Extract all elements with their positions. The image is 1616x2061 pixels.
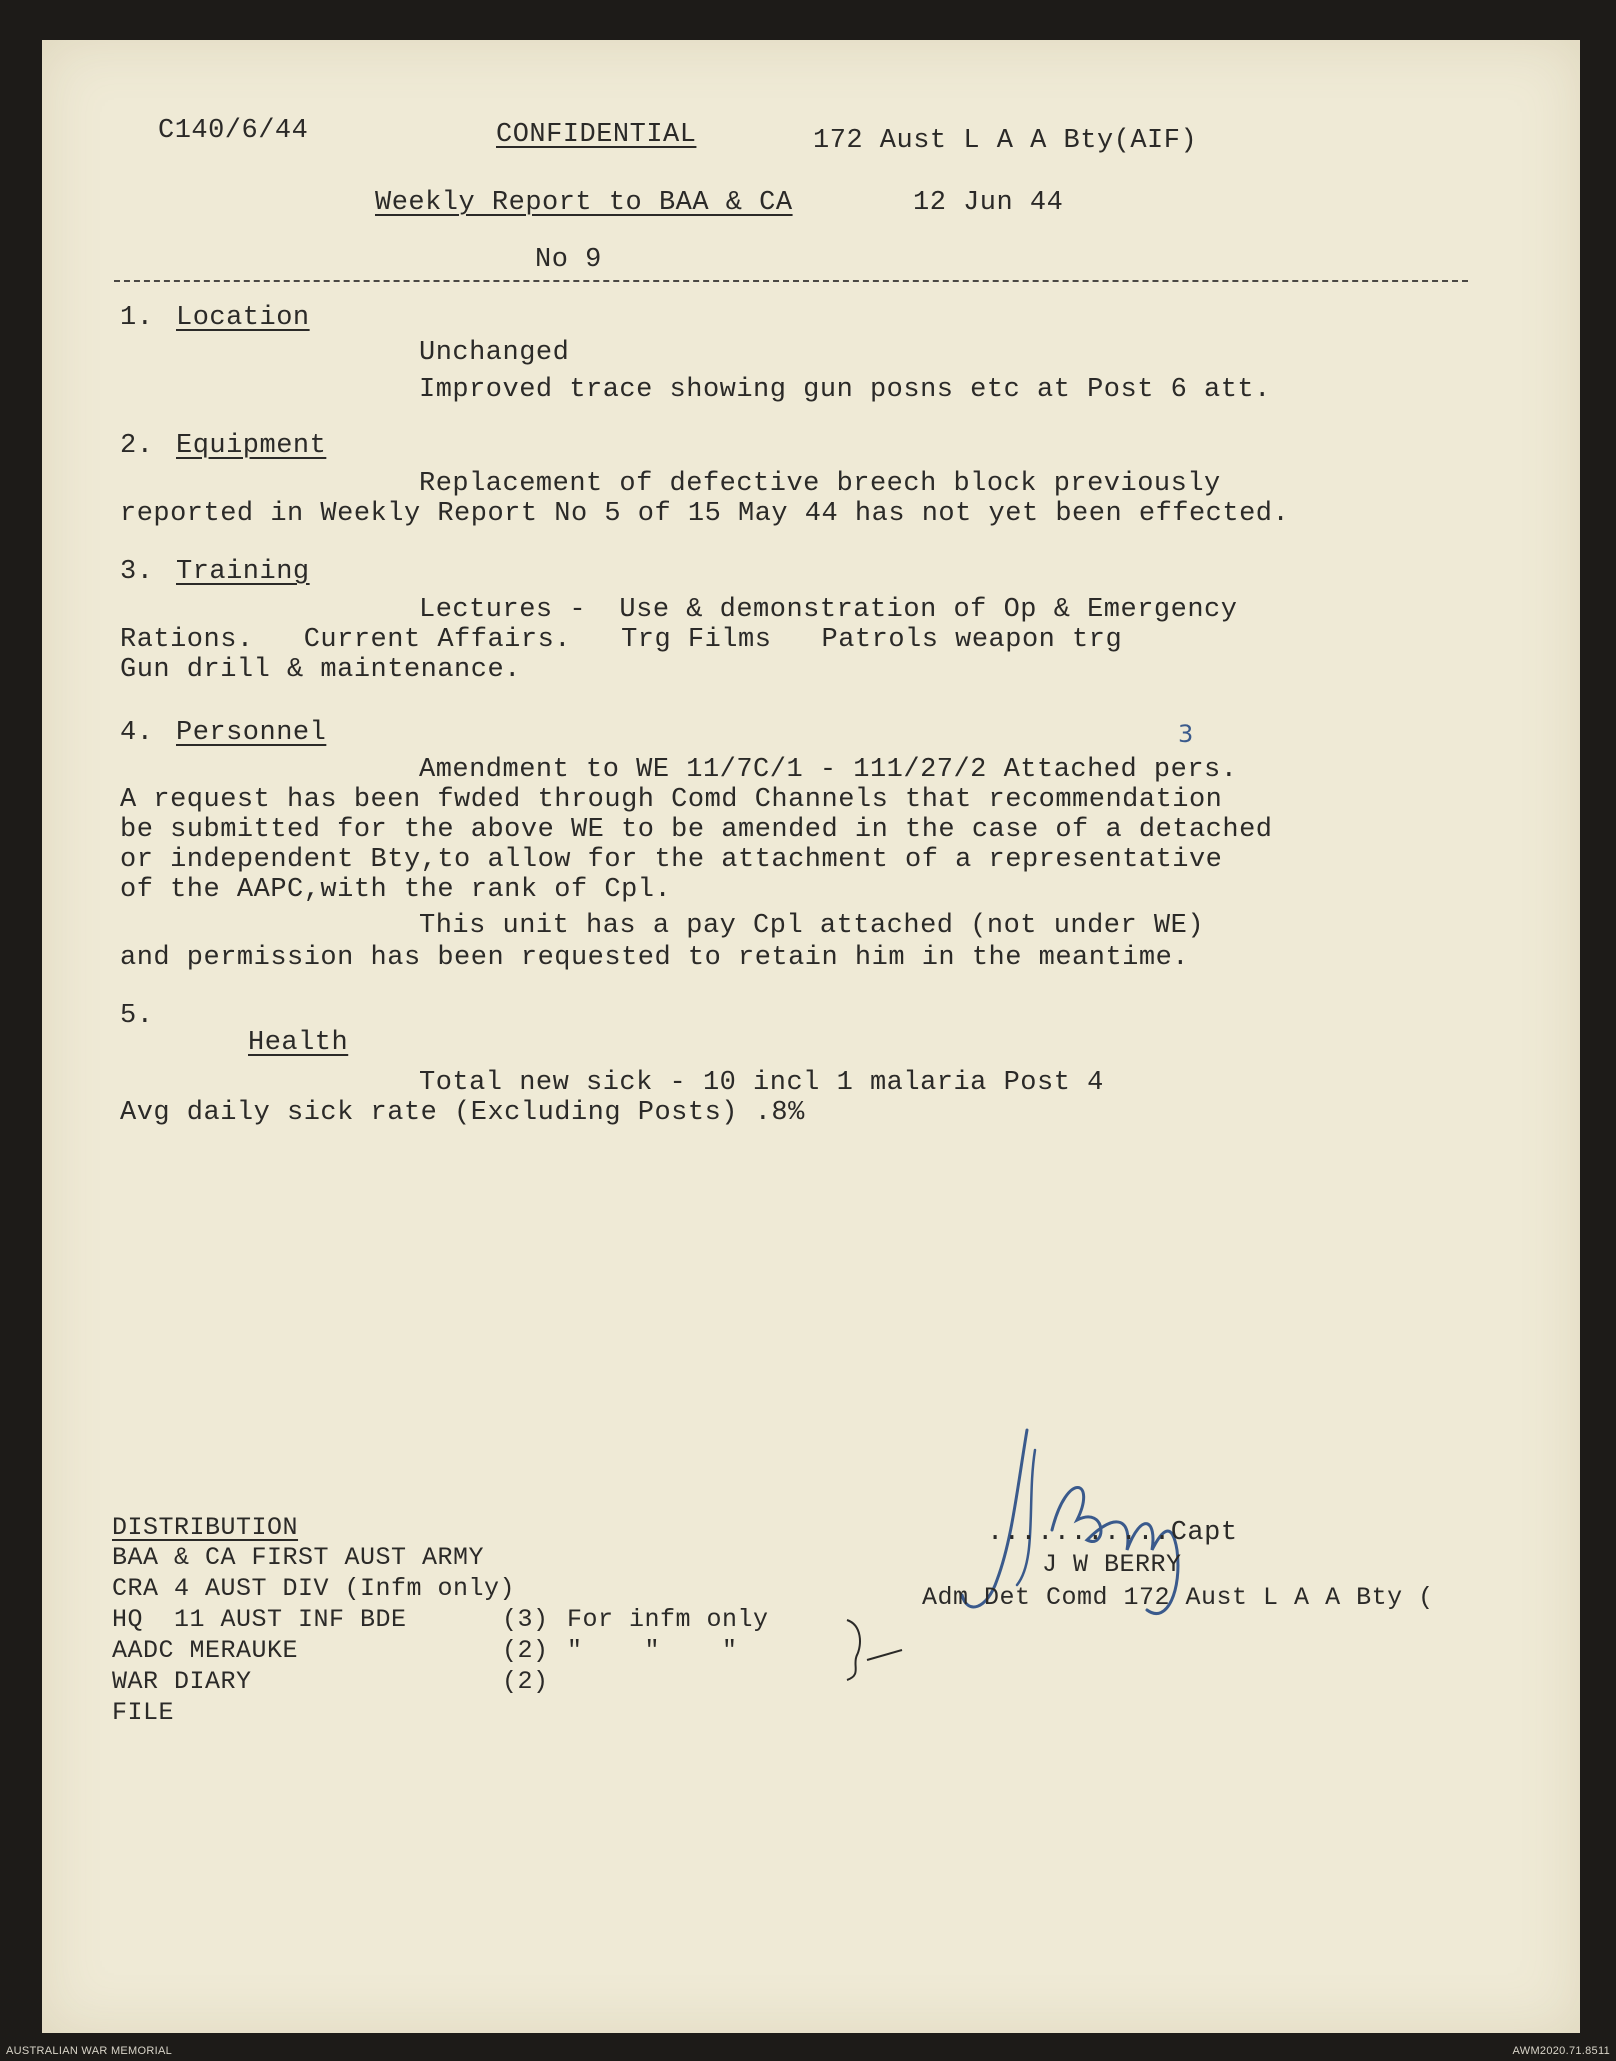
signature-dots: ........... [987, 1518, 1171, 1548]
document-page [42, 40, 1580, 2033]
section-5-line: Total new sick - 10 incl 1 malaria Post 4 [419, 1068, 1104, 1098]
signatory-rank: Capt [1170, 1518, 1238, 1548]
section-1-title: Location [176, 303, 310, 333]
distribution-copies: (3) [502, 1605, 549, 1634]
signature-line [987, 1520, 1238, 1547]
distribution-note: For infm only [567, 1605, 769, 1634]
section-1-line: Improved trace showing gun posns etc at Post 6 att. [419, 375, 1271, 405]
section-4-title: Personnel [176, 718, 327, 748]
distribution-note: " " " [567, 1636, 738, 1665]
section-5-number: 5. [120, 1001, 154, 1031]
distribution-brace-mark [842, 1615, 922, 1685]
handwritten-correction: 3 [1178, 720, 1194, 748]
section-5-title: Health [248, 1028, 349, 1058]
section-3-line: Rations. Current Affairs. Trg Films Patrols weapon trg [120, 625, 1123, 655]
signatory-name: J W BERRY [1042, 1550, 1182, 1579]
file-reference: C140/6/44 [158, 116, 309, 146]
footer-credit: AUSTRALIAN WAR MEMORIAL [6, 2045, 173, 2057]
section-2-line: reported in Weekly Report No 5 of 15 May 44 has not yet been effected. [120, 499, 1290, 529]
section-5-line: Avg daily sick rate (Excluding Posts) .8% [120, 1098, 805, 1128]
section-4-line: This unit has a pay Cpl attached (not under WE) [419, 911, 1205, 941]
section-4-line: A request has been fwded through Comd Channels that recommendation [120, 785, 1223, 815]
distribution-heading: DISTRIBUTION [112, 1513, 299, 1542]
footer-accession-number: AWM2020.71.8511 [1512, 2045, 1610, 2057]
section-4-line: be submitted for the above WE to be amended in the case of a detached [120, 815, 1273, 845]
section-3-line: Lectures - Use & demonstration of Op & Emergency [419, 595, 1238, 625]
distribution-copies: (2) [502, 1667, 549, 1696]
section-4-line: Amendment to WE 11/7C/1 - 111/27/2 Attached pers. [419, 755, 1238, 785]
section-3-line: Gun drill & maintenance. [120, 655, 521, 685]
classification-heading: CONFIDENTIAL [496, 120, 697, 150]
unit-name: 172 Aust L A A Bty(AIF) [813, 126, 1198, 156]
section-4-number: 4. [120, 718, 154, 748]
distribution-recipient: HQ 11 AUST INF BDE [112, 1605, 407, 1634]
distribution-copies: (2) [502, 1636, 549, 1665]
section-1-line: Unchanged [419, 338, 570, 368]
distribution-recipient: AADC MERAUKE [112, 1636, 299, 1665]
section-4-line: or independent Bty,to allow for the attachment of a representative [120, 845, 1223, 875]
distribution-recipient: BAA & CA FIRST AUST ARMY [112, 1543, 485, 1572]
distribution-recipient: CRA 4 AUST DIV (Infm only) [112, 1574, 516, 1603]
report-number: No 9 [535, 245, 602, 275]
distribution-recipient: WAR DIARY [112, 1667, 252, 1696]
section-2-number: 2. [120, 431, 154, 461]
section-2-title: Equipment [176, 431, 327, 461]
report-date: 12 Jun 44 [913, 188, 1064, 218]
section-1-number: 1. [120, 303, 154, 333]
section-3-number: 3. [120, 557, 154, 587]
signatory-title: Adm Det Comd 172 Aust L A A Bty ( [922, 1583, 1434, 1612]
distribution-recipient: FILE [112, 1698, 175, 1727]
section-2-line: Replacement of defective breech block previously [419, 469, 1221, 499]
section-3-title: Training [176, 557, 310, 587]
header-rule [114, 280, 1468, 282]
section-4-line: and permission has been requested to retain him in the meantime. [120, 943, 1189, 973]
report-title: Weekly Report to BAA & CA [375, 188, 793, 218]
section-4-line: of the AAPC,with the rank of Cpl. [120, 875, 672, 905]
